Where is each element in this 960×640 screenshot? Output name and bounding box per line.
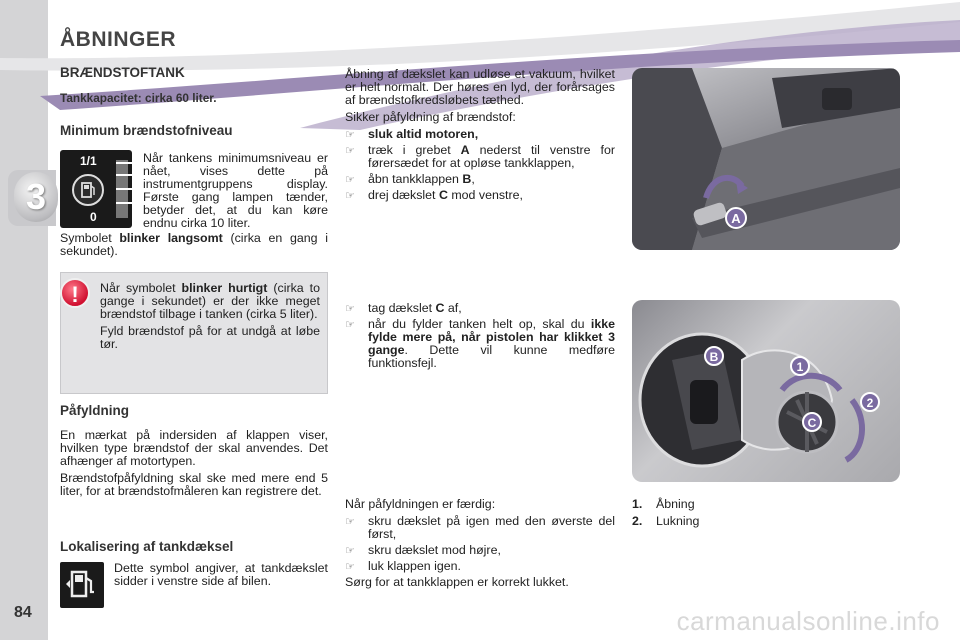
photo-label-b: B (709, 350, 719, 364)
step-turn-cap-post: mod venstre, (447, 188, 523, 202)
vacuum-text: Åbning af dækslet kan udløse et vakuum, hvilket er helt normalt. Der høres en lyd, der forårsages af brændstofkredsløbets tæthed. (345, 67, 615, 107)
warning-icon: ! (60, 278, 90, 308)
legend-num: 1. (632, 497, 643, 511)
cap-removal-procedure (345, 302, 615, 373)
step-open-flap-post: , (471, 172, 475, 186)
step-engine-off (345, 128, 615, 141)
step-fill-warning-bold: ikke fylde mere på, når pistolen har klikket 3 gange (368, 317, 615, 357)
warning-text-2: Fyld brændstof på for at undgå at løbe tør. (100, 324, 320, 351)
step-screw-cap-top: ☞ skru dækslet på igen med den øverste del først, (345, 515, 615, 541)
legend-num: 2. (632, 514, 643, 528)
finish-procedure (345, 498, 615, 593)
warning-text-1-post: (cirka to gange i sekundet) er der ikke meget brændstof tilbage i tanken (cirka 5 liter). (100, 281, 320, 321)
warning-text-1-pre: Når symbolet (100, 281, 182, 295)
step-fill-warning (345, 318, 615, 370)
gauge-mark (116, 162, 132, 164)
gauge-mark (116, 174, 132, 176)
legend-label: Åbning (656, 497, 695, 511)
fuel-pump-symbol-icon (60, 562, 104, 608)
page-title: ÅBNINGER (60, 28, 177, 51)
step-open-flap-bold: B (462, 172, 472, 186)
legend-item (632, 515, 832, 528)
step-screw-cap-right: ☞ skru dækslet mod højre, (345, 544, 615, 557)
fuel-pump-icon (72, 174, 104, 206)
finish-note: Sørg for at tankklappen er korrekt lukket. (345, 575, 569, 589)
step-close-flap: ☞ luk klappen igen. (345, 560, 615, 573)
refuel-text-2: Brændstofpåfyldning skal ske med mere end 5 liter, for at brændstofmåleren kan registrere det. (60, 471, 328, 498)
photo-label-a: A (731, 211, 741, 226)
step-open-flap (345, 173, 615, 186)
location-section (60, 540, 328, 553)
warning-text-1-bold: blinker hurtigt (181, 281, 268, 295)
symbol-text-pre: Symbolet (60, 231, 120, 245)
section-heading: BRÆNDSTOFTANK (60, 65, 185, 80)
min-level-heading: Minimum brændstofniveau (60, 123, 233, 138)
opening-procedure (345, 68, 615, 205)
step-remove-cap (345, 302, 615, 315)
chapter-number: 3 (14, 172, 58, 222)
lever-photo (632, 68, 900, 250)
refuel-section (60, 404, 328, 502)
fuel-tank-section (60, 66, 328, 137)
step-fill-warning-post: . Dette vil kunne medføre funktionsfejl. (368, 343, 615, 370)
step-remove-cap-bold: C (435, 301, 445, 315)
photo-label-1: 1 (796, 360, 804, 374)
gauge-mark (116, 202, 132, 204)
photo-legend (632, 498, 832, 532)
step-pull-lever-pre: træk i grebet (368, 143, 461, 157)
min-level-text: Når tankens minimumsniveau er nået, vises dette på instrumentgruppens display. Første gang lampen tænder, betyder det, at du kan køre endnu cirka 10 liter. (143, 151, 328, 230)
step-turn-cap-bold: C (438, 188, 448, 202)
gauge-empty-label: 0 (90, 210, 97, 224)
location-text-block (114, 562, 328, 592)
warning-text-1 (100, 282, 320, 321)
page-number: 84 (14, 604, 32, 621)
gauge-mark (116, 188, 132, 190)
symbol-text (60, 232, 328, 258)
finish-heading: Når påfyldningen er færdig: (345, 497, 496, 511)
gauge-full-label: 1/1 (80, 154, 97, 168)
step-engine-off-text: sluk altid motoren, (368, 127, 479, 141)
step-remove-cap-pre: tag dækslet (368, 301, 436, 315)
step-pull-lever-post: nederst til venstre for førersædet for at opløse tankklappen, (368, 143, 615, 170)
warning-text-block (100, 282, 320, 355)
step-remove-cap-post: af, (444, 301, 462, 315)
legend-item (632, 498, 832, 511)
symbol-text-block (60, 232, 328, 262)
watermark: carmanualsonline.info (676, 606, 940, 636)
step-pull-lever-bold: A (460, 143, 470, 157)
refuel-heading: Påfyldning (60, 403, 130, 418)
min-level-text-block (143, 152, 328, 234)
step-turn-cap (345, 189, 615, 202)
tank-capacity: Tankkapacitet: cirka 60 liter. (60, 91, 217, 105)
legend-label: Lukning (656, 514, 700, 528)
photo-label-2: 2 (866, 396, 874, 410)
symbol-text-bold: blinker langsomt (119, 231, 223, 245)
photo-label-c: C (807, 416, 817, 430)
refuel-text-1: En mærkat på indersiden af klappen viser, hvilken type brændstof der skal anvendes. Det afhænger af motortypen. (60, 428, 328, 468)
step-pull-lever (345, 144, 615, 170)
symbol-text-post: (cirka en gang i sekundet). (60, 231, 328, 258)
step-turn-cap-pre: drej dækslet (368, 188, 439, 202)
step-fill-warning-pre: når du fylder tanken helt op, skal du (368, 317, 591, 331)
location-text: Dette symbol angiver, at tankdækslet sidder i venstre side af bilen. (114, 561, 328, 588)
fuel-cap-photo (632, 300, 900, 482)
location-heading: Lokalisering af tankdæksel (60, 539, 234, 554)
step-open-flap-pre: åbn tankklappen (368, 172, 463, 186)
safe-refuel-text: Sikker påfyldning af brændstof: (345, 110, 516, 124)
fuel-gauge-display (60, 150, 132, 228)
